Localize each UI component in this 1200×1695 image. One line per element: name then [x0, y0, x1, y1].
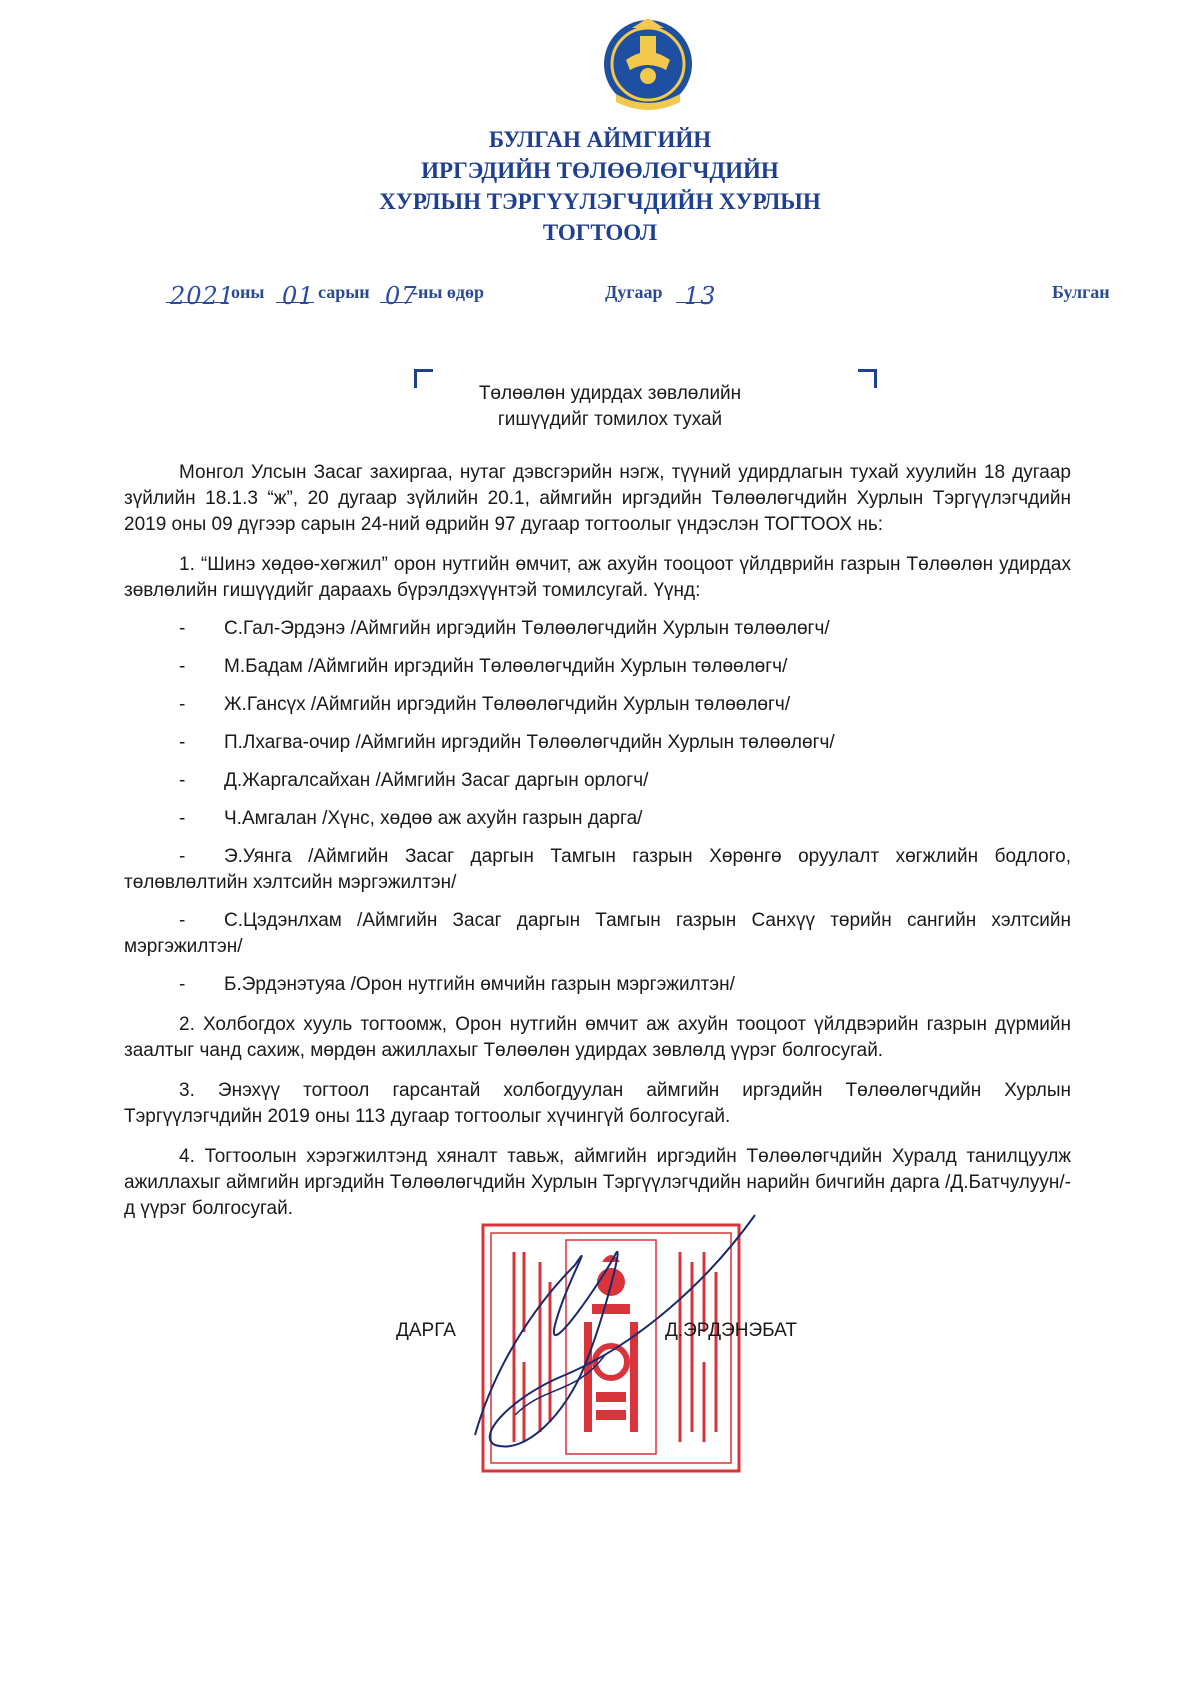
header-line-4: ТОГТООЛ [542, 220, 658, 245]
member-item: - Б.Эрдэнэтуяа /Орон нутгийн өмчийн газрын мэргэжилтэн/ [179, 974, 735, 995]
member-item: - Д.Жаргалсайхан /Аймгийн Засаг даргын орлогч/ [179, 770, 649, 791]
header-line-3: ХУРЛЫН ТЭРГҮҮЛЭГЧДИЙН ХУРЛЫН [379, 189, 821, 214]
subject-line-2: гишүүдийг томилох тухай [497, 409, 723, 430]
date-year-suffix: оны [231, 282, 265, 302]
preamble-paragraph: Монгол Улсын Засаг захиргаа, нутаг дэвсгэрийн нэгж, түүний удирдлагын тухай хуулийн 18 дугаар зүйлийн 18.1.3 “ж”, 20 дугаар зүйлийн 20.1, аймгийн иргэдийн Төлөөлөгчдийн Хурлын Тэргүүлэгчдийн 2019 оны 09 дүгээр сарын 24-ний өдрийн 97 дугаар тогтоолыг үндэслэн ТОГТООХ нь: [124, 462, 1071, 535]
signatory-name: Д.ЭРДЭНЭБАТ [665, 1320, 797, 1341]
signatory-title: ДАРГА [396, 1320, 456, 1341]
date-year: 2021 [170, 282, 236, 310]
date-day-suffix: -ны өдөр [412, 282, 485, 302]
document-number: 13 [684, 282, 717, 310]
subject-line-1: Төлөөлөн удирдах зөвлөлийн [478, 383, 742, 404]
date-month-suffix: сарын [318, 282, 370, 302]
date-day: 07 [385, 282, 418, 310]
member-item: - Э.Уянга /Аймгийн Засаг даргын Тамгын газрын Хөрөнгө оруулалт хөгжлийн бодлого, төлөвлөлтийн хэлтсийн мэргэжилтэн/ [124, 846, 1071, 893]
number-label: Дугаар [605, 282, 663, 302]
place-name: Булган [1052, 282, 1110, 302]
date-month: 01 [282, 282, 315, 310]
item-1-paragraph: 1. “Шинэ хөдөө-хөгжил” орон нутгийн өмчит, аж ахуйн тооцоот үйлдврийн газрын Төлөөлөн удирдах зөвлөлийн гишүүдийг дараахь бүрэлдэхүүнтэй томилсугай. Үүнд: [124, 554, 1071, 601]
document-header [300, 124, 900, 248]
member-item: - Ч.Амгалан /Хүнс, хөдөө аж ахуйн газрын дарга/ [179, 808, 643, 829]
member-item: - М.Бадам /Аймгийн иргэдийн Төлөөлөгчдийн Хурлын төлөөлөгч/ [179, 656, 788, 677]
document-meta-row [0, 274, 1200, 308]
header-line-2: ИРГЭДИЙН ТӨЛӨӨЛӨГЧДИЙН [421, 158, 779, 183]
member-item: - С.Цэдэнлхам /Аймгийн Засаг даргын Тамгын газрын Санхүү төрийн сангийн хэлтсийн мэргэжилтэн/ [124, 910, 1071, 957]
document-subject [400, 381, 820, 433]
document-body [124, 460, 1071, 1222]
member-item: - П.Лхагва-очир /Аймгийн иргэдийн Төлөөлөгчдийн Хурлын төлөөлөгч/ [179, 732, 835, 753]
state-emblem-icon [596, 14, 700, 118]
subject-corner-right [858, 369, 877, 388]
item-3-paragraph: 3. Энэхүү тогтоол гарсантай холбогдуулан аймгийн иргэдийн Төлөөлөгчдийн Хурлын Тэргүүлэгчдийн 2019 оны 113 дугаар тогтоолыг хүчингүй болгосугай. [124, 1080, 1071, 1127]
member-item: - С.Гал-Эрдэнэ /Аймгийн иргэдийн Төлөөлөгчдийн Хурлын төлөөлөгч/ [179, 618, 830, 639]
item-2-paragraph: 2. Холбогдох хууль тогтоомж, Орон нутгийн өмчит аж ахуйн тооцоот үйлдвэрийн газрын дүрмийн заалтыг чанд сахиж, мөрдөн ажиллахыг Төлөөлөн удирдах зөвлөлд үүрэг болгосугай. [124, 1014, 1071, 1061]
header-line-1: БУЛГАН АЙМГИЙН [488, 127, 712, 152]
item-4-paragraph: 4. Тогтоолын хэрэгжилтэнд хяналт тавьж, аймгийн иргэдийн Төлөөлөгчдийн Хуралд танилцуулж ажиллахыг аймгийн иргэдийн Төлөөлөгчдийн Хурлын Тэргүүлэгчдийн нарийн бичгийн дарга /Д.Батчулуун/-д үүрэг болгосугай. [124, 1146, 1071, 1219]
member-item: - Ж.Гансүх /Аймгийн иргэдийн Төлөөлөгчдийн Хурлын төлөөлөгч/ [179, 694, 791, 715]
